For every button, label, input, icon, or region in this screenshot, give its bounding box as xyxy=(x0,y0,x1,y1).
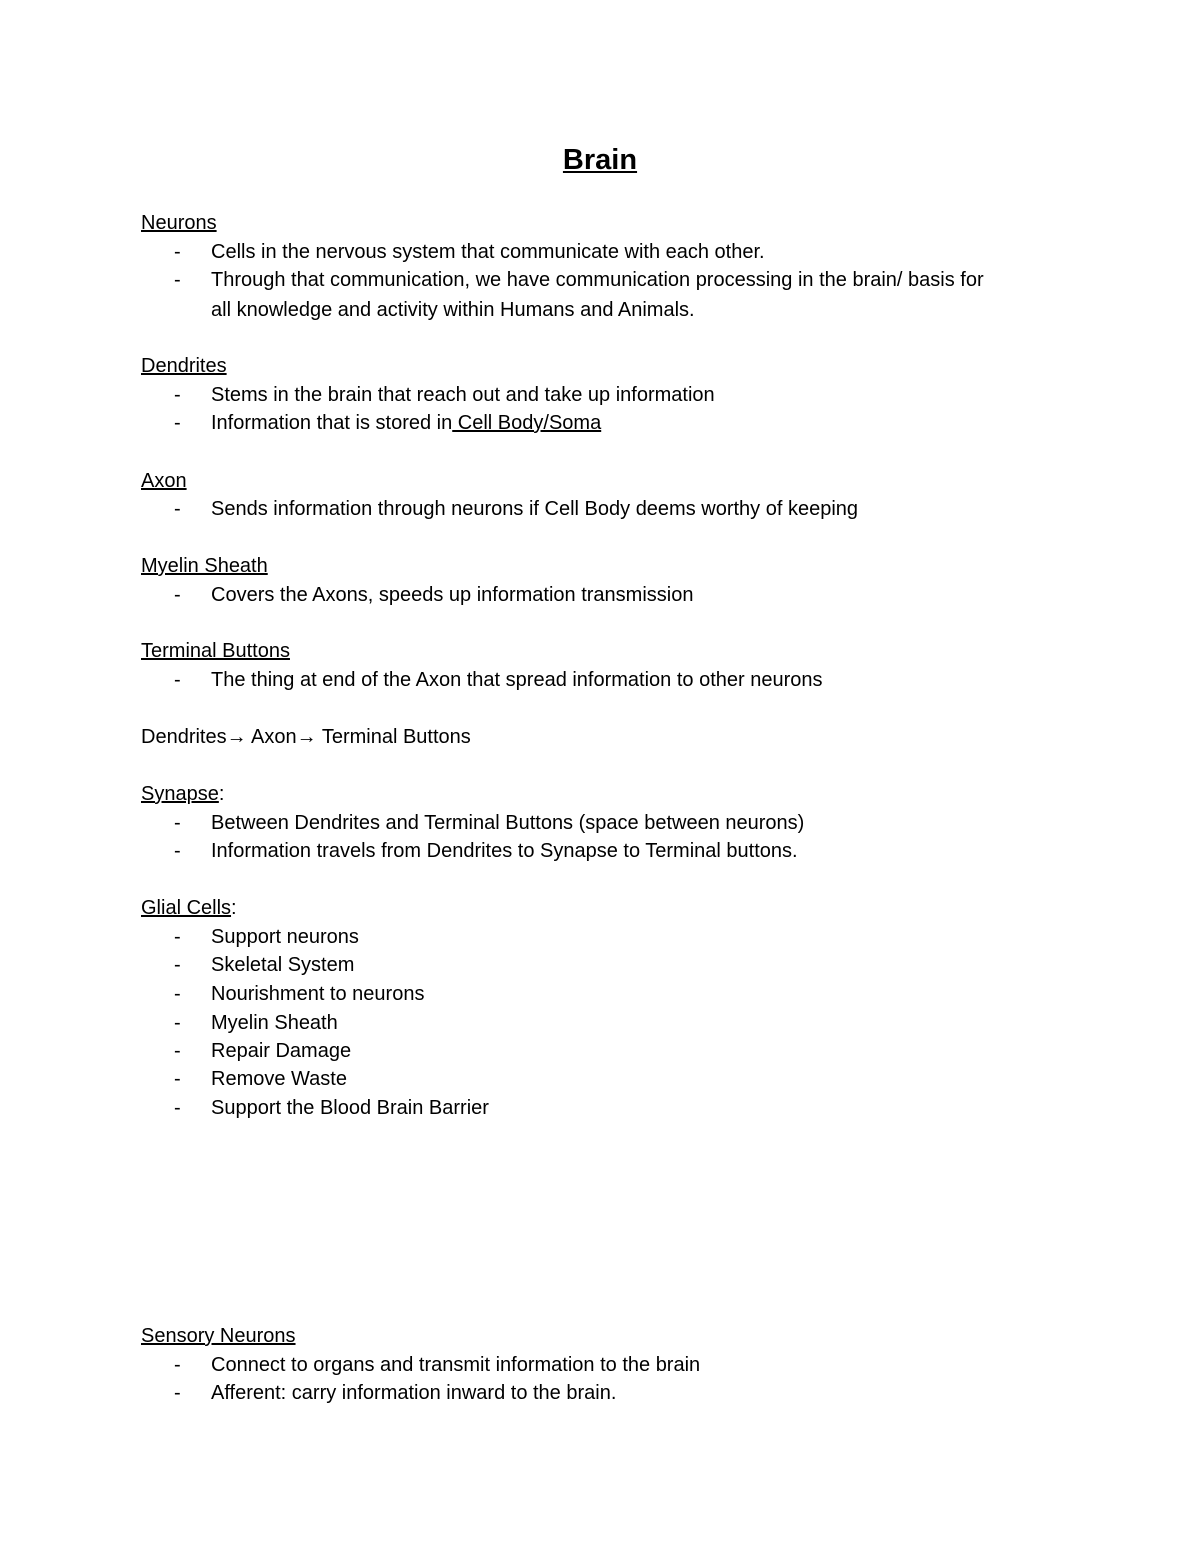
bullet-marker: - xyxy=(174,983,181,1005)
section-heading-sensory-neurons xyxy=(141,1322,296,1350)
bullet-marker: - xyxy=(174,241,181,263)
bullet-marker: - xyxy=(174,1012,181,1034)
page-title: Brain xyxy=(562,144,638,176)
heading-suffix: : xyxy=(218,783,225,805)
bullet-marker: - xyxy=(174,812,181,834)
bullet-marker: - xyxy=(174,1382,181,1404)
heading-text: Glial Cells xyxy=(141,897,232,919)
heading-text: Neurons xyxy=(141,212,217,234)
list-item: Nourishment to neurons xyxy=(211,983,425,1005)
cell-body-term: Cell Body/Soma xyxy=(452,412,602,434)
heading-text: Sensory Neurons xyxy=(141,1325,296,1347)
list-item-continuation: all knowledge and activity within Humans and Animals. xyxy=(211,299,695,321)
heading-text: Terminal Buttons xyxy=(141,640,290,662)
bullet-marker: - xyxy=(174,954,181,976)
bullet-marker: - xyxy=(174,1040,181,1062)
heading-text: Synapse xyxy=(141,783,219,805)
list-item: Myelin Sheath xyxy=(211,1012,338,1034)
heading-text: Axon xyxy=(141,470,187,492)
heading-text: Myelin Sheath xyxy=(141,555,268,577)
list-item: Covers the Axons, speeds up information transmission xyxy=(211,584,694,606)
bullet-marker: - xyxy=(174,926,181,948)
bullet-marker: - xyxy=(174,269,181,291)
section-heading-glial-cells xyxy=(141,894,237,922)
list-item: Repair Damage xyxy=(211,1040,352,1062)
bullet-marker: - xyxy=(174,840,181,862)
section-heading-synapse xyxy=(141,780,224,808)
list-item: The thing at end of the Axon that spread information to other neurons xyxy=(211,669,823,691)
section-heading-myelin-sheath xyxy=(141,552,268,580)
list-item: Support neurons xyxy=(211,926,359,948)
list-item: Remove Waste xyxy=(211,1068,347,1090)
bullet-marker: - xyxy=(174,384,181,406)
section-heading-neurons xyxy=(141,209,217,237)
section-heading-terminal-buttons xyxy=(141,637,290,665)
bullet-marker: - xyxy=(174,1068,181,1090)
list-item: Skeletal System xyxy=(211,954,355,976)
bullet-marker: - xyxy=(174,669,181,691)
list-item: Between Dendrites and Terminal Buttons (space between neurons) xyxy=(211,812,805,834)
list-item: Through that communication, we have communication processing in the brain/ basis for xyxy=(211,269,984,291)
list-item: Sends information through neurons if Cell Body deems worthy of keeping xyxy=(211,498,859,520)
heading-suffix: : xyxy=(231,897,237,919)
bullet-marker: - xyxy=(174,498,181,520)
section-heading-axon xyxy=(141,467,187,495)
bullet-marker: - xyxy=(174,1354,181,1376)
bullet-marker: - xyxy=(174,412,181,434)
list-item: Cells in the nervous system that communicate with each other. xyxy=(211,241,765,263)
list-item-text: Information that is stored in xyxy=(211,412,453,434)
list-item: Information travels from Dendrites to Synapse to Terminal buttons. xyxy=(211,840,798,862)
list-item xyxy=(211,409,601,437)
bullet-marker: - xyxy=(174,584,181,606)
bullet-marker: - xyxy=(174,1097,181,1119)
list-item: Stems in the brain that reach out and take up information xyxy=(211,384,715,406)
list-item: Support the Blood Brain Barrier xyxy=(211,1097,489,1119)
flow-text: Dendrites→ Axon→ Terminal Buttons xyxy=(141,726,471,748)
list-item: Connect to organs and transmit information to the brain xyxy=(211,1354,701,1376)
list-item: Afferent: carry information inward to the brain. xyxy=(211,1382,617,1404)
heading-text: Dendrites xyxy=(141,355,227,377)
section-heading-dendrites xyxy=(141,352,227,380)
